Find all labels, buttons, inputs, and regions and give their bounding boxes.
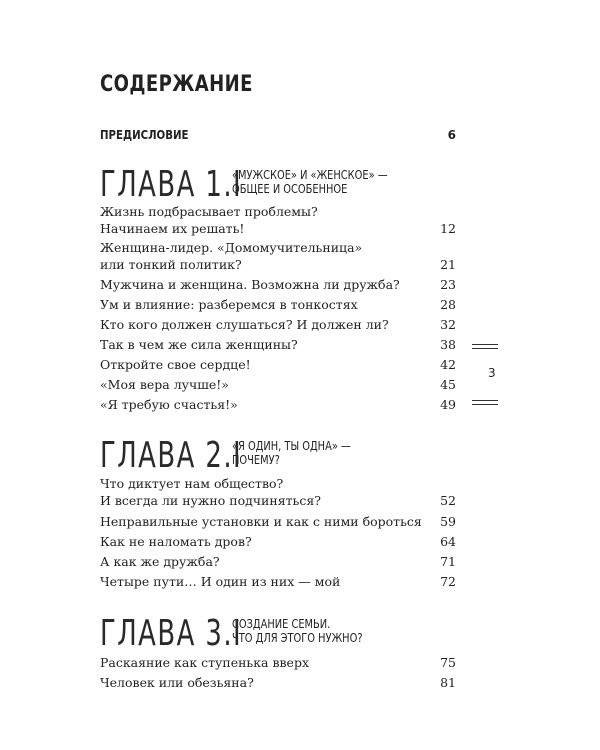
chapter-label: ГЛАВА 3.I [100, 613, 243, 654]
toc-entry[interactable]: Что диктует нам общество? И всегда ли нужно подчиняться? 52 [100, 476, 456, 508]
preface-entry[interactable] [100, 128, 456, 142]
toc-entry[interactable]: Откройте свое сердце! 42 [100, 357, 456, 372]
page-number: 75 [440, 655, 456, 670]
page-number: 81 [440, 675, 456, 690]
toc-entry[interactable]: Так в чем же сила женщины? 38 [100, 337, 456, 352]
toc-entry[interactable]: Как не наломать дров? 64 [100, 534, 456, 549]
page-number: 38 [440, 337, 456, 352]
chapter-subtitle: «МУЖСКОЕ» И «ЖЕНСКОЕ» — ОБЩЕЕ И ОСОБЕННОЕ [232, 168, 388, 196]
folio-rule-bottom [472, 404, 498, 405]
folio-rule-top [472, 344, 498, 345]
toc-entry[interactable]: Ум и влияние: разберемся в тонкостях 28 [100, 297, 456, 312]
toc-entry[interactable]: А как же дружба? 71 [100, 554, 456, 569]
page-number: 23 [440, 277, 456, 292]
toc-entry[interactable]: Человек или обезьяна? 81 [100, 675, 456, 690]
toc-entry[interactable]: Жизнь подбрасывает проблемы? Начинаем их решать! 12 [100, 204, 456, 236]
toc-entry[interactable]: «Моя вера лучше!» 45 [100, 377, 456, 392]
page-folio: 3 [488, 366, 496, 380]
page-number: 45 [440, 377, 456, 392]
chapter-label: ГЛАВА 1.I [100, 164, 243, 205]
toc-entry[interactable]: Женщина-лидер. «Домомучительница» или тонкий политик? 21 [100, 240, 456, 272]
page-number: 72 [440, 574, 456, 589]
toc-entry[interactable]: Неправильные установки и как с ними бороться 59 [100, 514, 456, 529]
toc-entry[interactable]: Мужчина и женщина. Возможна ли дружба? 23 [100, 277, 456, 292]
page-number: 49 [440, 397, 456, 412]
page-number: 32 [440, 317, 456, 332]
page-number: 42 [440, 357, 456, 372]
page-number: 64 [440, 534, 456, 549]
page-number: 52 [440, 493, 456, 508]
toc-entry[interactable]: Раскаяние как ступенька вверх 75 [100, 655, 456, 670]
preface-page: 6 [447, 128, 456, 142]
chapter-subtitle: «Я ОДИН, ТЫ ОДНА» — ПОЧЕМУ? [232, 439, 351, 467]
toc-entry[interactable]: Четыре пути… И один из них — мой 72 [100, 574, 456, 589]
page-number: 59 [440, 514, 456, 529]
preface-title: ПРЕДИСЛОВИЕ [100, 128, 189, 142]
page-number: 21 [440, 257, 456, 272]
page-number: 71 [440, 554, 456, 569]
page-number: 28 [440, 297, 456, 312]
folio-rule-top [472, 348, 498, 349]
toc-entry[interactable]: Кто кого должен слушаться? И должен ли? 32 [100, 317, 456, 332]
folio-rule-bottom [472, 400, 498, 401]
chapter-label: ГЛАВА 2.I [100, 435, 243, 476]
toc-title: СОДЕРЖАНИЕ [100, 72, 253, 97]
chapter-subtitle: СОЗДАНИЕ СЕМЬИ. ЧТО ДЛЯ ЭТОГО НУЖНО? [232, 617, 363, 645]
toc-entry[interactable]: «Я требую счастья!» 49 [100, 397, 456, 412]
page-number: 12 [440, 221, 456, 236]
